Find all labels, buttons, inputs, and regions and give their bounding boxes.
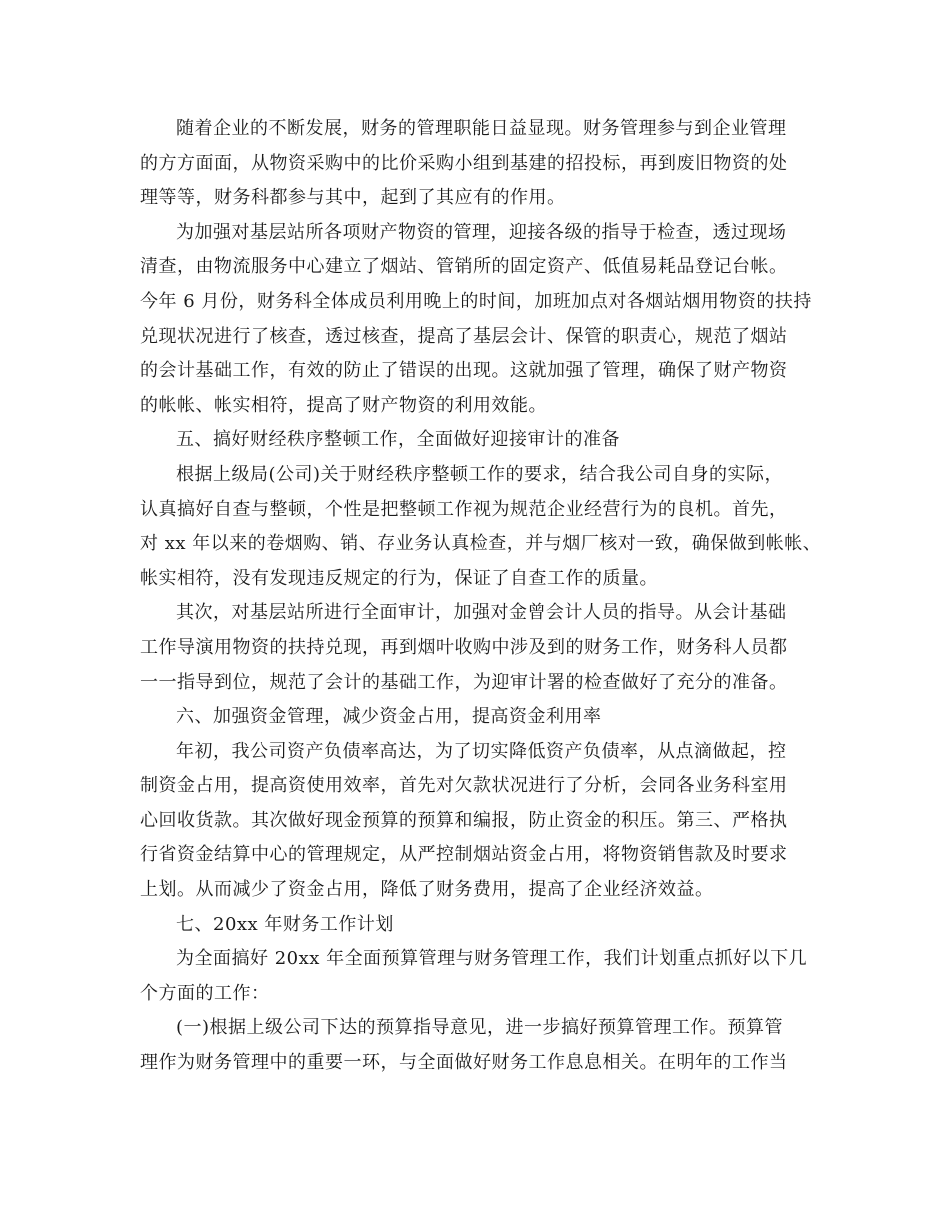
text-line: 个方面的工作：	[140, 982, 270, 1004]
text-line: 行省资金结算中心的管理规定，从严控制烟站资金占用，将物资销售款及时要求	[140, 844, 788, 866]
text-line: 的帐帐、帐实相符，提高了财产物资的利用效能。	[140, 394, 547, 416]
text-line: 的会计基础工作，有效的防止了错误的出现。这就加强了管理，确保了财产物资	[140, 360, 788, 382]
text-line: 的方方面面，从物资采购中的比价采购小组到基建的招投标，再到废旧物资的处	[140, 152, 788, 174]
paragraph-asset-management	[140, 216, 830, 424]
text-line: 一一指导到位，规范了会计的基础工作，为迎审计署的检查做好了充分的准备。	[140, 671, 788, 693]
text-line: 清查，由物流服务中心建立了烟站、管销所的固定资产、低值易耗品登记台帐。	[140, 256, 788, 278]
paragraph-plan-intro	[140, 942, 830, 1011]
text-line: 帐实相符，没有发现违反规定的行为，保证了自查工作的质量。	[140, 567, 658, 589]
text-line: 上划。从而减少了资金占用，降低了财务费用，提高了企业经济效益。	[140, 879, 714, 901]
text-line: 年初，我公司资产负债率高达，为了切实降低资产负债率，从点滴做起，控	[176, 740, 787, 762]
section-heading-six: 六、加强资金管理，减少资金占用，提高资金利用率	[176, 706, 602, 728]
text-line: 随着企业的不断发展，财务的管理职能日益显现。财务管理参与到企业管理	[176, 118, 787, 139]
text-line: 理作为财务管理中的重要一环，与全面做好财务工作息息相关。在明年的工作当	[140, 1052, 788, 1074]
text-line: 制资金占用，提高资使用效率，首先对欠款状况进行了分析，会同各业务科室用	[140, 775, 788, 797]
text-line: 其次，对基层站所进行全面审计，加强对金曾会计人员的指导。从会计基础	[176, 602, 787, 624]
document-page	[140, 112, 830, 1081]
text-line: 兑现状况进行了核查，透过核查，提高了基层会计、保管的职责心，规范了烟站	[140, 325, 788, 347]
section-heading-five: 五、搞好财经秩序整顿工作，全面做好迎接审计的准备	[176, 429, 620, 451]
text-line: 心回收货款。其次做好现金预算的预算和编报，防止资金的积压。第三、严格执	[140, 809, 788, 831]
text-line: 今年 6 月份，财务科全体成员利用晚上的时间，加班加点对各烟站烟用物资的扶持	[140, 290, 812, 312]
section-heading-seven: 七、20xx 年财务工作计划	[176, 913, 394, 935]
paragraph-fund-management	[140, 735, 830, 908]
text-line: 为加强对基层站所各项财产物资的管理，迎接各级的指导于检查，透过现场	[176, 221, 787, 243]
text-line: 对 xx 年以来的卷烟购、销、存业务认真检查，并与烟厂核对一致，确保做到帐帐、	[140, 533, 822, 555]
text-line: 为全面搞好 20xx 年全面预算管理与财务管理工作，我们计划重点抓好以下几	[176, 948, 808, 970]
text-line: 理等等，财务科都参与其中，起到了其应有的作用。	[140, 187, 566, 209]
text-line: 认真搞好自查与整顿，个性是把整顿工作视为规范企业经营行为的良机。首先，	[140, 498, 788, 520]
text-line: (一)根据上级公司下达的预算指导意见，进一步搞好预算管理工作。预算管	[176, 1017, 784, 1039]
paragraph-audit	[140, 596, 830, 700]
text-line: 工作导演用物资的扶持兑现，再到烟叶收购中涉及到的财务工作，财务科人员都	[140, 636, 788, 658]
paragraph-self-inspection	[140, 458, 830, 596]
text-line: 根据上级局(公司)关于财经秩序整顿工作的要求，结合我公司自身的实际，	[176, 463, 784, 485]
paragraph-finance-role	[140, 112, 830, 216]
paragraph-budget-management	[140, 1011, 830, 1080]
